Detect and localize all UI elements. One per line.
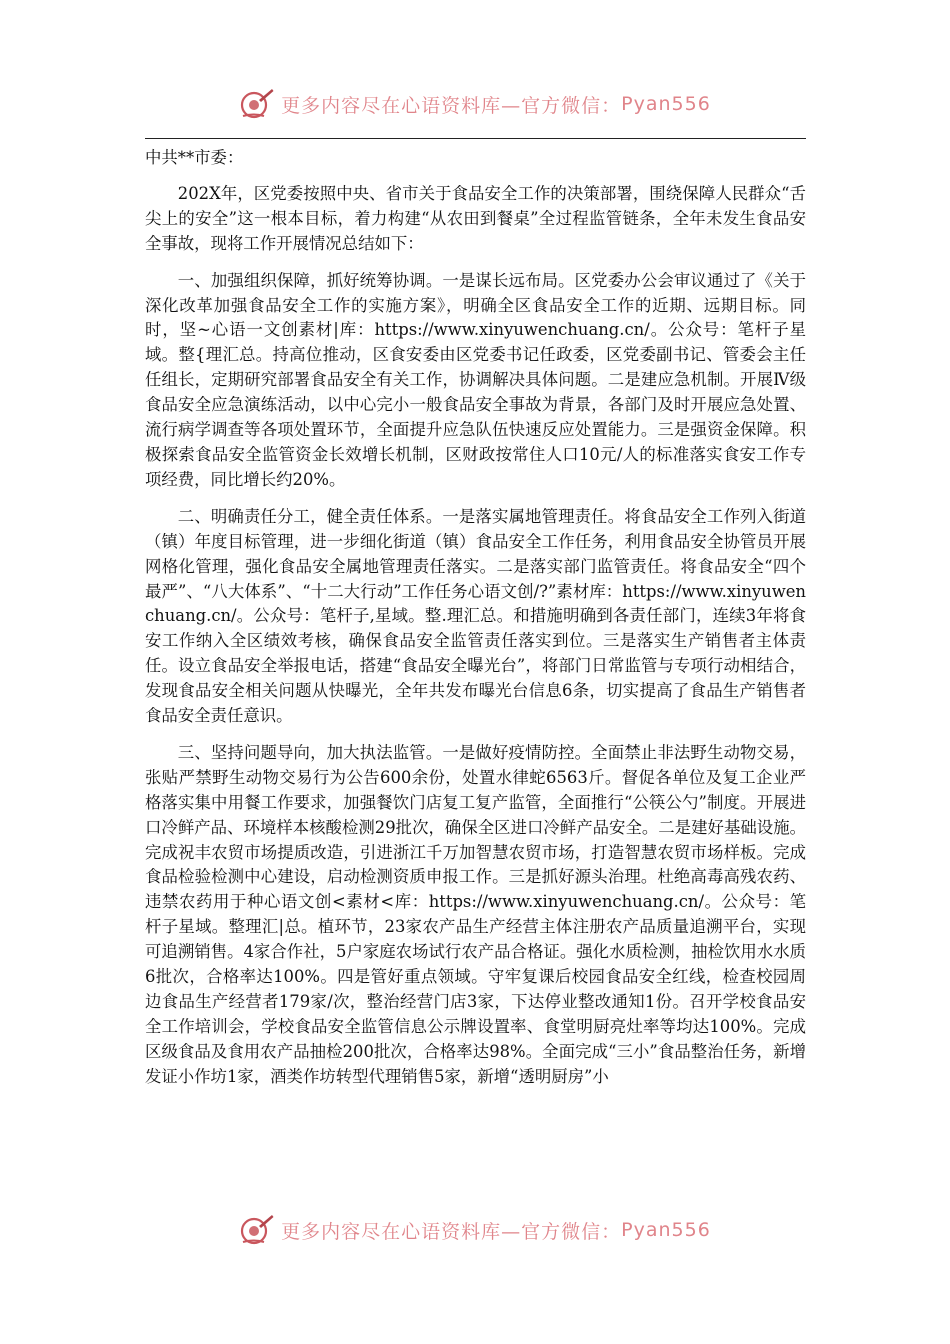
banner-wechat-id: Pyan556 [621, 93, 711, 115]
paragraph-intro: 202X年，区党委按照中央、省市关于食品安全工作的决策部署，围绕保障人民群众“舌尖上的安全”这一根本目标，着力构建“从农田到餐桌”全过程监管链条，全年未发生食品安全事故，现将工作开展情况总结如下： [145, 183, 806, 253]
footer-banner-text: 更多内容尽在心语资料库—官方微信： [281, 1220, 622, 1243]
footer-banner [0, 1208, 950, 1252]
header-banner [0, 82, 950, 126]
document-body [145, 146, 806, 1090]
footer-banner-wechat-id: Pyan556 [621, 1219, 711, 1241]
pen-logo-icon [239, 86, 275, 122]
pen-logo-icon [239, 1212, 275, 1248]
paragraph-section-3: 三、坚持问题导向，加大执法监管。一是做好疫情防控。全面禁止非法野生动物交易，张贴严禁野生动物交易行为公告600余份，处置水律蛇6563斤。督促各单位及复工企业严格落实集中用餐工作要求，加强餐饮门店复工复产监管，全面推行“公筷公勺”制度。开展进口冷鲜产品、环境样本核酸检测29批次，确保全区进口冷鲜产品安全。二是建好基础设施。完成祝丰农贸市场提质改造，引进浙江千万加智慧农贸市场，打造智慧农贸市场样板。完成食品检验检测中心建设，启动检测资质申报工作。三是抓好源头治理。杜绝高毒高残农药、违禁农药用于种心语文创<素材<库：https://www.xinyuwenchuang.cn/。公众号：笔杆子星域。整理汇|总。植环节，23家农产品生产经营主体注册农产品质量追溯平台，实现可追溯销售。4家合作社，5户家庭农场试行农产品合格证。强化水质检测，抽检饮用水水质6批次，合格率达100%。四是管好重点领域。守牢复课后校园食品安全红线，检查校园周边食品生产经营者179家/次，整治经营门店3家，下达停业整改通知1份。召开学校食品安全工作培训会，学校食品安全监管信息公示牌设置率、食堂明厨亮灶率等均达100%。完成区级食品及食用农产品抽检200批次，合格率达98%。全面完成“三小”食品整治任务，新增发证小作坊1家，酒类作坊转型代理销售5家，新增“透明厨房”小 [145, 742, 806, 1086]
header-rule [145, 138, 806, 139]
banner-text: 更多内容尽在心语资料库—官方微信： [281, 94, 622, 117]
salutation: 中共**市委： [145, 148, 244, 167]
paragraph-section-1: 一、加强组织保障，抓好统筹协调。一是谋长远布局。区党委办公会审议通过了《关于深化改革加强食品安全工作的实施方案》，明确全区食品安全工作的近期、远期目标。同时，坚~心语一文创素材|库：https://www.xinyuwenchuang.cn/。公众号：笔杆子星域。整{理汇总。持高位推动，区食安委由区党委书记任政委，区党委副书记、管委会主任任组长，定期研究部署食品安全有关工作，协调解决具体问题。二是建应急机制。开展Ⅳ级食品安全应急演练活动，以中心完小一般食品安全事故为背景，各部门及时开展应急处置、流行病学调查等各项处置环节，全面提升应急队伍快速反应处置能力。三是强资金保障。积极探索食品安全监管资金长效增长机制，区财政按常住人口10元/人的标准落实食安工作专项经费，同比增长约20%。 [145, 270, 806, 489]
paragraph-section-2: 二、明确责任分工，健全责任体系。一是落实属地管理责任。将食品安全工作列入街道（镇）年度目标管理，进一步细化街道（镇）食品安全工作任务，利用食品安全协管员开展网格化管理，强化食品安全属地管理责任落实。二是落实部门监管责任。将食品安全“四个最严”、“八大体系”、“十二大行动”工作任务心语文创/?”素材库：https://www.xinyuwenchuang.cn/。公众号：笔杆子,星域。整.理汇总。和措施明确到各责任部门，连续3年将食安工作纳入全区绩效考核，确保食品安全监管责任落实到位。三是落实生产销售者主体责任。设立食品安全举报电话，搭建“食品安全曝光台”，将部门日常监管与专项行动相结合，发现食品安全相关问题从快曝光，全年共发布曝光台信息6条，切实提高了食品生产销售者食品安全责任意识。 [145, 506, 806, 726]
